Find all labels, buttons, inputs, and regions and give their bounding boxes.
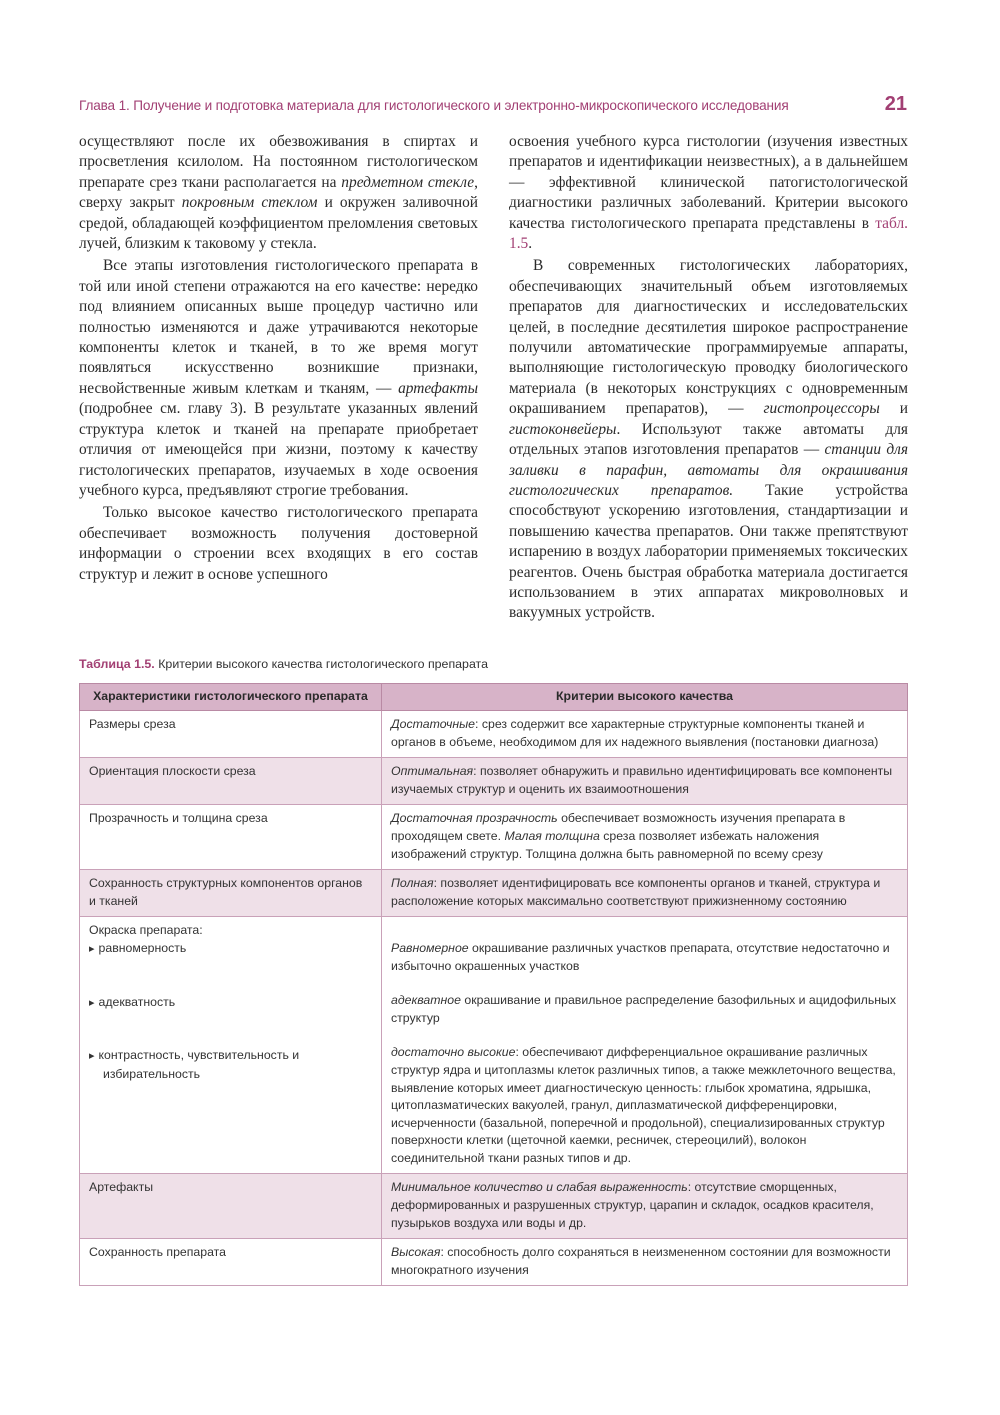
row-criteria	[382, 711, 908, 758]
criteria-contrast	[391, 1044, 898, 1167]
row-name: Ориентация плоскости среза	[80, 758, 382, 805]
italic-term: гистоконвейеры	[509, 420, 617, 438]
left-column	[79, 132, 478, 624]
running-title: Глава 1. Получение и подготовка материала для гистологического и электронно-микроскопического исследования	[79, 98, 789, 113]
italic-term: артефакты	[398, 379, 478, 397]
text-run: Все этапы изготовления гистологического препарата в той или иной степени отражаются на его качестве: нередко под влиянием описанных выше процедур частично или полностью изменяются и даже утрачиваются некоторые компоненты клеток и тканей, в то же время могут появляться искусственно возникшие признаки, несвойственные живым клеткам и тканям, —	[79, 257, 478, 397]
criteria-term: Полная	[391, 876, 434, 891]
paragraph	[79, 132, 478, 254]
paragraph	[509, 132, 908, 254]
paragraph	[79, 256, 478, 501]
criteria-text: : позволяет обнаружить и правильно идентифицировать все компоненты изучаемых структур и оценить их взаимоотношения	[391, 764, 893, 796]
table-row	[80, 805, 908, 870]
table-caption-text: Критерии высокого качества гистологического препарата	[154, 657, 488, 671]
text-run: В современных гистологических лабораториях, обеспечивающих значительный объем изготовляемых препаратов для диагностических и исследовательских целей, в последние десятилетия широкое распространение получили автоматические программируемые аппараты, выполняющие гистологическую проводку биологического материала (в некоторых конструкциях с одновременным окрашиванием препаратов), —	[509, 257, 908, 418]
table-row	[80, 711, 908, 758]
criteria-uniformity	[391, 940, 898, 975]
criteria-term: Равномерное	[391, 940, 469, 955]
staining-sub-adequacy: ▸ адекватность	[89, 994, 372, 1013]
text-run: Только высокое качество гистологического препарата обеспечивает возможность получения достоверной информации о строении всех входящих в его состав структур и лежит в основе успешного	[79, 504, 478, 583]
text-run: Такие устройства способствуют ускорению изготовления, стандартизации и повышению качества препаратов. Они также препятствуют испарению в воздух лаборатории применяемых токсических реагентов. Очень быстрая обработка материала достигается использованием в этих аппаратах микроволновых и вакуумных устройств.	[509, 481, 908, 622]
table-row	[80, 917, 908, 1174]
table-row	[80, 870, 908, 917]
text-run: (подробнее см. главу 3). В результате указанных явлений структура клеток и тканей на препарате приобретает отличия от имеющейся при жизни, поэтому к качеству гистологических препаратов, изучаемых в ходе освоения учебного курса, предъявляют строгие требования.	[79, 400, 478, 499]
row-name: Сохранность препарата	[80, 1239, 382, 1286]
text-run: . Используют также автоматы для отдельных этапов изготовления препаратов —	[509, 420, 908, 459]
table-row	[80, 758, 908, 805]
text-run: и окружен заливочной средой, обладающей коэффициентом преломления световых лучей, близким к таковому у стекла.	[79, 194, 478, 253]
text-run: , сверху закрыт	[79, 173, 479, 212]
criteria-text: : срез содержит все характерные структурные компоненты тканей и органов в объеме, необходимом для их надежного выявления (постановки диагноза)	[391, 717, 879, 749]
table-caption-label: Таблица 1.5.	[79, 657, 155, 671]
text-run: освоения учебного курса гистологии (изучения известных препаратов и идентификации неизвестных), а в дальнейшем — эффективной клинической патогистологической диагностики различных заболеваний. Критерии высокого качества гистологического препарата представлены в	[509, 133, 908, 232]
row-criteria	[382, 805, 908, 870]
criteria-term: Малая толщина	[504, 828, 600, 843]
table-row	[80, 1239, 908, 1286]
row-criteria	[382, 870, 908, 917]
row-criteria	[382, 758, 908, 805]
row-name: Размеры среза	[80, 711, 382, 758]
page-number: 21	[884, 93, 907, 115]
criteria-text: среза позволяет избежать наложения изображений структур. Толщина должна быть равномерной по всему срезу	[391, 828, 823, 861]
italic-term: гистопроцессоры	[763, 400, 880, 418]
criteria-text: : отсутствие сморщенных, деформированных и разрушенных структур, царапин и складок, осадков красителя, пузырьков воздуха или воды и др.	[391, 1180, 874, 1230]
criteria-adequacy	[391, 992, 898, 1027]
column-header-characteristics: Характеристики гистологического препарата	[80, 684, 382, 711]
criteria-text: : способность долго сохраняться в неизмененном состоянии для возможности многократного изучения	[391, 1245, 891, 1277]
column-header-criteria: Критерии высокого качества	[382, 684, 908, 711]
text-run: осуществляют после их обезвоживания в спиртах и просветления ксилолом. На постоянном гистологическом препарате срез ткани располагается на	[79, 133, 478, 191]
row-criteria	[382, 917, 908, 1174]
table-row	[80, 1174, 908, 1239]
staining-sub-uniformity: ▸ равномерность	[89, 940, 372, 959]
paragraph	[509, 256, 908, 623]
row-name	[80, 917, 382, 1174]
criteria-text: обеспечивает возможность изучения препарата в проходящем свете.	[391, 811, 846, 843]
criteria-text: : позволяет идентифицировать все компоненты органов и тканей, структура и расположение которых максимально соответствуют прижизненному состоянию	[391, 876, 881, 908]
italic-term: предметном стекле	[341, 173, 475, 191]
right-column	[509, 132, 908, 624]
row-criteria	[382, 1174, 908, 1239]
criteria-term: Минимальное количество и слабая выраженность	[391, 1180, 688, 1195]
criteria-term: Достаточная прозрачность	[391, 811, 558, 826]
staining-sub-contrast: ▸ контрастность, чувствительность и избирательность	[89, 1047, 372, 1083]
italic-term: покровным стеклом	[181, 194, 318, 212]
criteria-term: Достаточные	[391, 717, 476, 731]
italic-term: станции для заливки в парафин, автоматы для окрашивания гистологических препаратов.	[509, 441, 908, 499]
row-criteria	[382, 1239, 908, 1286]
criteria-table	[79, 683, 908, 1286]
criteria-text: окрашивание различных участков препарата, отсутствие недостаточно и избыточно окрашенных участков	[391, 940, 890, 973]
table-caption	[79, 657, 488, 671]
criteria-text: : обеспечивают дифференциальное окрашивание различных структур ядра и цитоплазмы клеток различных типов, а также межклеточного вещества, выявление которых имеет диагностическую ценность: глыбок хроматина, ядрышка, цитоплазматических вакуолей, гранул, диплазматической дифференцировки, исчерченности (базальной, поперечной и продольной), специализированных структур поверхности клетки (щеточной каемки, ресничек, стереоцилий), волокон соединительной ткани разных типов и др.	[391, 1045, 896, 1165]
text-run: .	[528, 235, 533, 253]
table-reference-link[interactable]: табл. 1.5	[509, 214, 908, 253]
criteria-term: Высокая	[391, 1245, 441, 1260]
row-name: Сохранность структурных компонентов органов и тканей	[80, 870, 382, 917]
criteria-text: окрашивание и правильное распределение базофильных и ацидофильных структур	[391, 993, 897, 1025]
criteria-term: адекватное	[391, 993, 461, 1008]
table-header-row	[80, 684, 908, 711]
running-head	[79, 93, 907, 119]
row-name: Прозрачность и толщина среза	[80, 805, 382, 870]
body-columns	[79, 132, 908, 624]
staining-heading: Окраска препарата:	[89, 923, 203, 938]
criteria-term: Оптимальная	[391, 764, 474, 779]
row-name: Артефакты	[80, 1174, 382, 1239]
paragraph	[79, 503, 478, 585]
text-run: и	[879, 400, 908, 418]
criteria-term: достаточно высокие	[391, 1045, 516, 1060]
